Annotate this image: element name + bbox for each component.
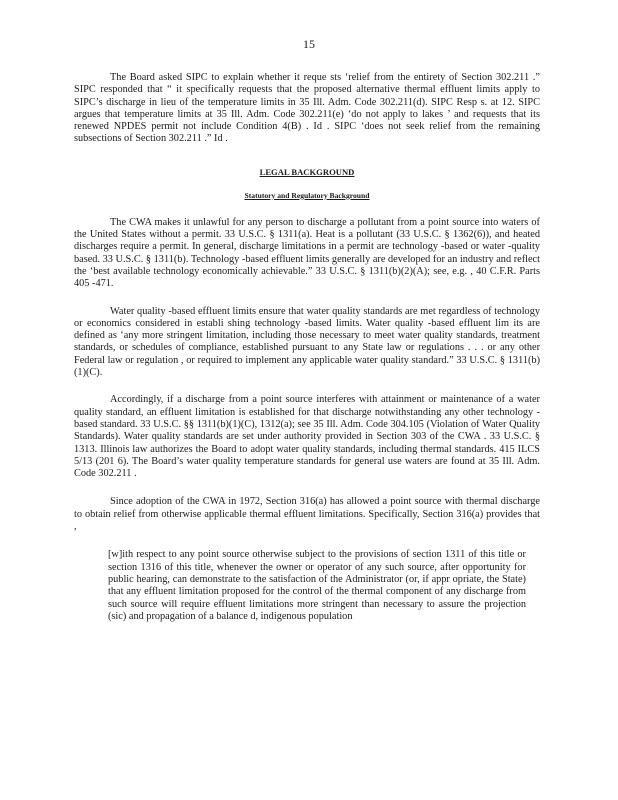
legal-background-heading: LEGAL BACKGROUND [259, 166, 355, 177]
since-adoption-paragraph: Since adoption of the CWA in 1972, Section 316(a) has allowed a point source with thermal discharge to obtain relief from otherwise applicable thermal effluent limitations. Specifically, Section 316(a) provides that , [74, 496, 540, 533]
block-quote: [w]ith respect to any point source otherwise subject to the provisions of section 1311 of this title or section 1316 of this title, whenever the owner or operator of any such source, after opportunity for public hearing, can demonstrate to the satisfaction of the Administrator (or, if appr opriate, the State) that any effluent limitation proposed for the control of the thermal component of any discharge from such source will require effluent limitations more stringent than necessary to assure the projection (sic) and propagation of a balance d, indigenous population [108, 549, 526, 622]
document-body [74, 72, 540, 623]
intro-paragraph: The Board asked SIPC to explain whether it reque sts ‘relief from the entirety of Section 302.211 .” SIPC responded that “ it specifically requests that the proposed alternative thermal effluent limits apply to SIPC’s discharge in lieu of the temperature limits in 35 Ill. Adm. Code 302.211(d). SIPC Resp s. at 12. SIPC argues that temperature limits at 35 Ill. Adm. Code 302.211(e) ‘do not apply to lakes ’ and requests that its renewed NPDES permit not include Condition 4(B) . Id . SIPC ‘does not seek relief from the remaining subsections of Section 302.211 .” Id . [74, 72, 540, 145]
page-number: 15 [303, 37, 315, 51]
accordingly-paragraph: Accordingly, if a discharge from a point source interferes with attainment or maintenance of a water quality standard, an effluent limitation is established for that discharge notwithstanding any other technology -based standard. 33 U.S.C. §§ 1311(b)(1)(C), 1312(a); see 35 Ill. Adm. Code 304.105 (Violation of Water Quality Standards). Water quality standards are set under authority provided in Section 303 of the CWA . 33 U.S.C. § 1313. Illinois law authorizes the Board to adopt water quality standards, including thermal standards. 415 ILCS 5/13 (201 6). The Board’s water quality temperature standards for general use waters are found at 35 Ill. Adm. Code 302.211 . [74, 394, 540, 480]
cwa-paragraph: The CWA makes it unlawful for any person to discharge a pollutant from a point source into waters of the United States without a permit. 33 U.S.C. § 1311(a). Heat is a pollutant (33 U.S.C. § 1362(6)), and heated discharges require a permit. In general, discharge limitations in a permit are technology -based or water -quality based. 33 U.S.C. § 1311(b). Technology -based effluent limits generally are developed for an industry and reflect the ‘best available technology economically achievable.” 33 U.S.C. § 1311(b)(2)(A); see, e.g. , 40 C.F.R. Parts 405 -471. [74, 216, 540, 290]
water-quality-paragraph: Water quality -based effluent limits ensure that water quality standards are met regardless of technology or economics considered in establi shing technology -based limits. Water quality -based effluent lim its are defined as ‘any more stringent limitation, including those necessary to meet water quality standards, treatment standards, or schedules of compliance, established pursuant to any State law or regulations . . . or any other Federal law or regulation , or required to implement any applicable water quality standard.” 33 U.S.C. § 1311(b)(1)(C). [74, 305, 540, 379]
statutory-background-heading: Statutory and Regulatory Background [244, 190, 370, 200]
